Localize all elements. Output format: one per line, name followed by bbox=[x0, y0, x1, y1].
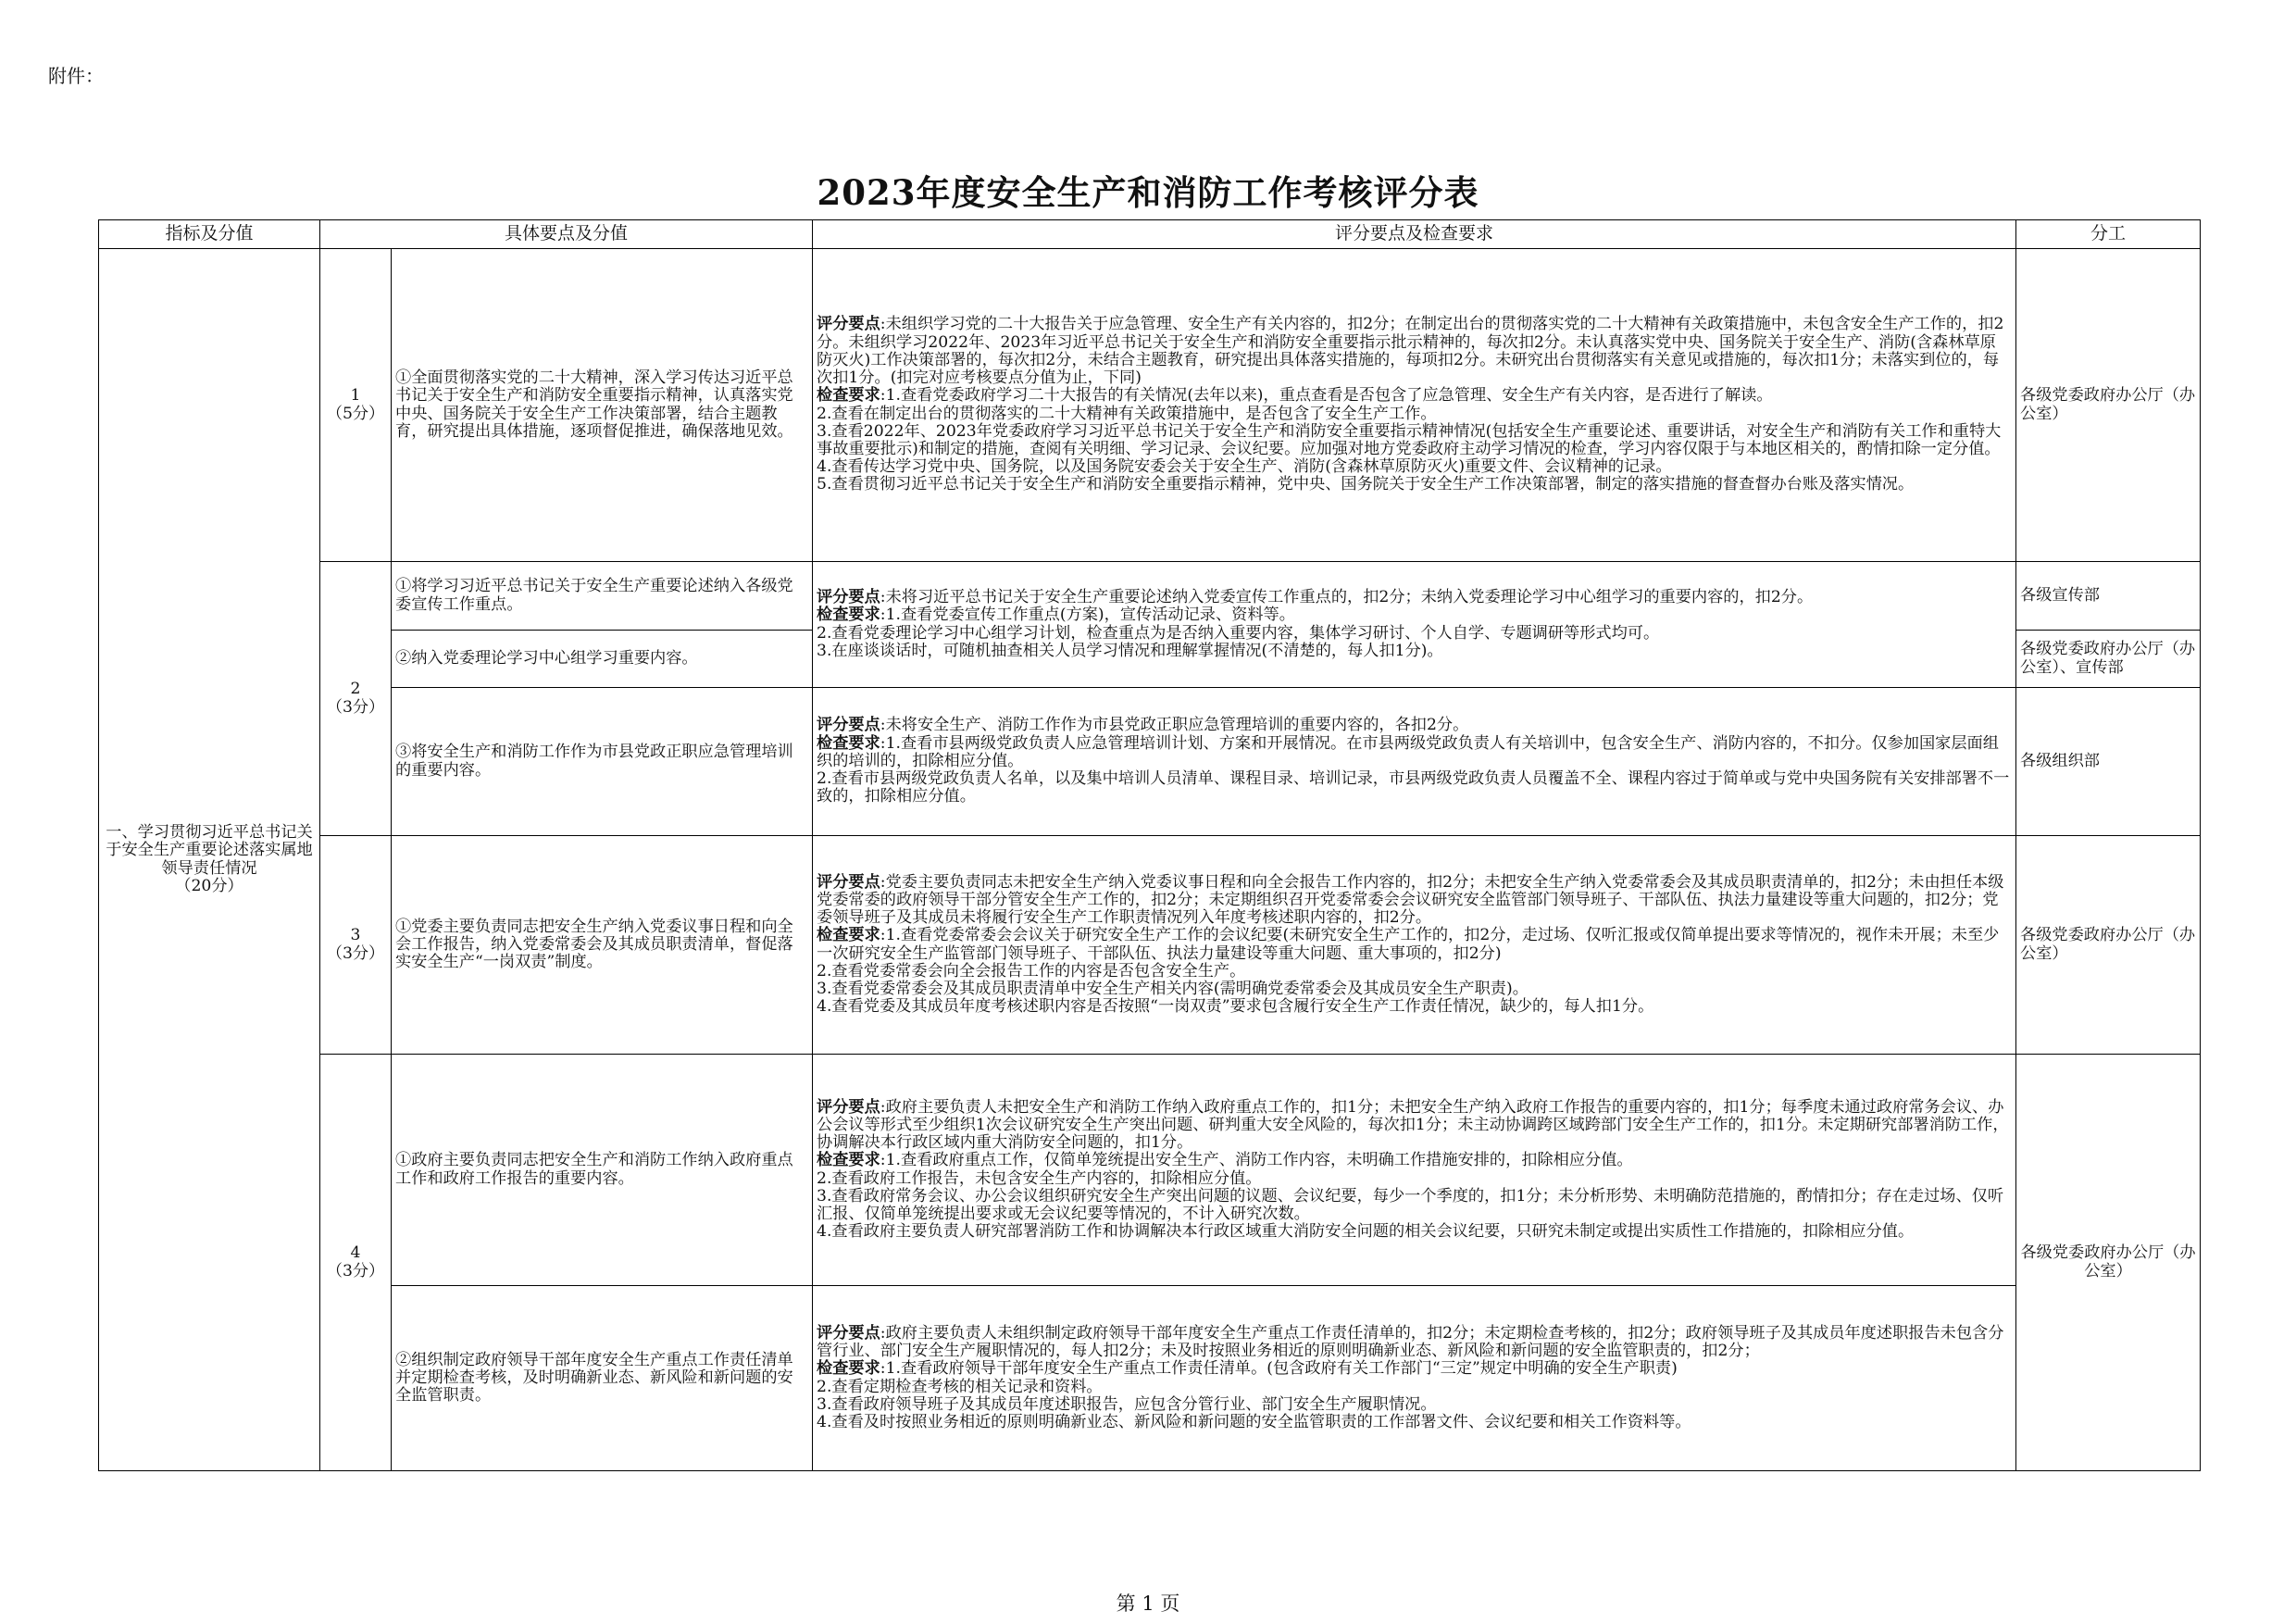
checking-label: 检查要求 bbox=[817, 926, 880, 945]
requirement-cell bbox=[813, 1286, 2016, 1471]
scoring-text: :未组织学习党的二十大报告关于应急管理、安全生产有关内容的，扣2分；在制定出台的贯彻落实党的二十大精神有关政策措施中，未包含安全生产工作的，扣2分。未组织学习2022年、2023年习近平总书记关于安全生产和消防安全重要指示批示精神的，每次扣2分。未认真落实党中央、国务院关于安全生产、消防(含森林草原防灭火)工作决策部署的，每次扣2分，未结合主题教育，研究提出具体落实措施的，每项扣2分。未研究出台贯彻落实有关意见或措施的，每次扣1分；未落实到位的，每次扣1分。(扣完对应考核要点分值为止，下同) bbox=[817, 315, 2004, 388]
scoring-label: 评分要点 bbox=[817, 716, 880, 735]
requirement-cell bbox=[813, 836, 2016, 1055]
indicator-cell bbox=[99, 249, 320, 1471]
row-number-cell bbox=[320, 562, 392, 836]
checking-text: :1.查看党委宣传工作重点(方案)，宣传活动记录、资料等。 bbox=[880, 606, 1295, 625]
table-row bbox=[99, 249, 2201, 562]
table-row bbox=[99, 1055, 2201, 1286]
division-cell: 各级党委政府办公厅（办公室） bbox=[2016, 1055, 2201, 1471]
row-number: 3 bbox=[350, 926, 361, 945]
row-number-cell bbox=[320, 1055, 392, 1471]
point-cell: ③将安全生产和消防工作作为市县党政正职应急管理培训的重要内容。 bbox=[392, 688, 813, 836]
header-division: 分工 bbox=[2016, 220, 2201, 249]
row-number: 4 bbox=[350, 1243, 361, 1263]
scoring-label: 评分要点 bbox=[817, 1323, 880, 1343]
row-number-cell bbox=[320, 836, 392, 1055]
checking-text: :1.查看党委常委会会议关于研究安全生产工作的会议纪要(未研究安全生产工作的，扣2分，走过场、仅听汇报或仅简单提出要求等情况的，视作未开展；未至少一次研究安全生产监管部门领导班子、干部队伍、执法力量建设等重大问题、重大事项的，扣2分) bbox=[817, 926, 2000, 963]
checking-item: 3.在座谈谈话时，可随机抽查相关人员学习情况和理解掌握情况(不清楚的，每人扣1分)。 bbox=[817, 641, 1443, 660]
checking-item: 2.查看党委理论学习中心组学习计划，检查重点为是否纳入重要内容，集体学习研讨、个人自学、专题调研等形式均可。 bbox=[817, 623, 1660, 643]
page-number: 第 1 页 bbox=[1116, 1593, 1180, 1615]
checking-text: :1.查看政府重点工作，仅简单笼统提出安全生产、消防工作内容，未明确工作措施安排的，扣除相应分值。 bbox=[880, 1151, 1633, 1170]
point-cell: ①政府主要负责同志把安全生产和消防工作纳入政府重点工作和政府工作报告的重要内容。 bbox=[392, 1055, 813, 1286]
scoring-label: 评分要点 bbox=[817, 588, 880, 607]
checking-item: 4.查看政府主要负责人研究部署消防工作和协调解决本行政区域重大消防安全问题的相关会议纪要，只研究未制定或提出实质性工作措施的，扣除相应分值。 bbox=[817, 1222, 1915, 1242]
point-cell: ①党委主要负责同志把安全生产纳入党委议事日程和向全会工作报告，纳入党委常委会及其成员职责清单，督促落实安全生产“一岗双责”制度。 bbox=[392, 836, 813, 1055]
table-row bbox=[99, 1286, 2201, 1471]
scoring-text: :政府主要负责人未组织制定政府领导干部年度安全生产重点工作责任清单的，扣2分；未定期检查考核的，扣2分；政府领导班子及其成员年度述职报告未包含分管行业、部门安全生产履职情况的，每人扣2分；未及时按照业务相近的原则明确新业态、新风险和新问题的安全监管职责的，扣2分； bbox=[817, 1323, 2004, 1361]
table-row bbox=[99, 688, 2201, 836]
checking-item: 5.查看贯彻习近平总书记关于安全生产和消防安全重要指示精神，党中央、国务院关于安全生产工作决策部署，制定的落实措施的督查督办台账及落实情况。 bbox=[817, 475, 1915, 494]
scoring-text: :未将习近平总书记关于安全生产重要论述纳入党委宣传工作重点的，扣2分；未纳入党委理论学习中心组学习的重要内容的，扣2分。 bbox=[880, 588, 1814, 607]
row-number-cell bbox=[320, 249, 392, 562]
checking-item: 2.查看党委常委会向全会报告工作的内容是否包含安全生产。 bbox=[817, 961, 1246, 981]
page-title: 2023年度安全生产和消防工作考核评分表 bbox=[817, 172, 1479, 213]
table-header-row bbox=[99, 220, 2201, 249]
scoring-label: 评分要点 bbox=[817, 315, 880, 334]
requirement-cell bbox=[813, 688, 2016, 836]
row-score: （5分） bbox=[326, 404, 385, 423]
checking-item: 3.查看2022年、2023年党委政府学习习近平总书记关于安全生产和消防安全重要指示精神情况(包括安全生产重要论述、重要讲话，对安全生产和消防有关工作和重特大事故重要批示)和制定的措施，查阅有关明细、学习记录、会议纪要。应加强对地方党委政府主动学习情况的检查，学习内容仅限于与本地区相关的，酌情扣除一定分值。 bbox=[817, 421, 2002, 458]
checking-label: 检查要求 bbox=[817, 606, 880, 625]
checking-item: 2.查看定期检查考核的相关记录和资料。 bbox=[817, 1377, 1103, 1396]
header-requirements: 评分要点及检查要求 bbox=[813, 220, 2016, 249]
checking-label: 检查要求 bbox=[817, 386, 880, 406]
checking-item: 2.查看市县两级党政负责人名单，以及集中培训人员清单、课程目录、培训记录，市县两级党政负责人员覆盖不全、课程内容过于简单或与党中央国务院有关安排部署不一致的，扣除相应分值。 bbox=[817, 769, 2010, 806]
row-score: （3分） bbox=[326, 697, 385, 717]
row-score: （3分） bbox=[326, 1261, 385, 1280]
table-row bbox=[99, 562, 2201, 631]
row-number: 1 bbox=[350, 386, 361, 406]
indicator-text: 一、学习贯彻习近平总书记关于安全生产重要论述落实属地领导责任情况 bbox=[106, 823, 313, 878]
checking-item: 4.查看党委及其成员年度考核述职内容是否按照“一岗双责”要求包含履行安全生产工作责任情况，缺少的，每人扣1分。 bbox=[817, 997, 1654, 1017]
table-row bbox=[99, 836, 2201, 1055]
checking-item: 4.查看传达学习党中央、国务院，以及国务院安委会关于安全生产、消防(含森林草原防灭火)重要文件、会议精神的记录。 bbox=[817, 457, 1672, 477]
division-cell: 各级党委政府办公厅（办公室） bbox=[2016, 836, 2201, 1055]
checking-item: 4.查看及时按照业务相近的原则明确新业态、新风险和新问题的安全监管职责的工作部署文件、会议纪要和相关工作资料等。 bbox=[817, 1412, 1691, 1431]
division-cell: 各级党委政府办公厅（办公室）、宣传部 bbox=[2016, 631, 2201, 688]
checking-item: 3.查看党委常委会及其成员职责清单中安全生产相关内容(需明确党委常委会及其成员安全生产职责)。 bbox=[817, 979, 1529, 998]
scoring-text: :党委主要负责同志未把安全生产纳入党委议事日程和向全会报告工作内容的，扣2分；未把安全生产纳入党委常委会及其成员职责清单的，扣2分；未由担任本级党委常委的政府领导干部分管安全生产工作的，扣2分；未定期组织召开党委常委会会议研究安全监管部门领导班子、干部队伍、执法力量建设等重大问题的，扣2分；党委领导班子及其成员未将履行安全生产工作职责情况列入年度考核述职内容的，扣2分。 bbox=[817, 872, 2004, 928]
requirement-cell bbox=[813, 562, 2016, 688]
point-cell: ①全面贯彻落实党的二十大精神，深入学习传达习近平总书记关于安全生产和消防安全重要指示精神，认真落实党中央、国务院关于安全生产工作决策部署，结合主题教育，研究提出具体措施，逐项督促推进，确保落地见效。 bbox=[392, 249, 813, 562]
checking-label: 检查要求 bbox=[817, 1359, 880, 1379]
scoring-text: :政府主要负责人未把安全生产和消防工作纳入政府重点工作的，扣1分；未把安全生产纳入政府工作报告的重要内容的，扣1分；每季度未通过政府常务会议、办公会议等形式至少组织1次会议研究安全生产突出问题、研判重大安全风险的，每次扣1分；未主动协调跨区域跨部门安全生产工作的，扣1分。未定期研究部署消防工作，协调解决本行政区域内重大消防安全问题的，扣1分。 bbox=[817, 1097, 2009, 1153]
header-indicator: 指标及分值 bbox=[99, 220, 320, 249]
scoring-text: :未将安全生产、消防工作作为市县党政正职应急管理培训的重要内容的，各扣2分。 bbox=[880, 716, 1469, 735]
checking-text: :1.查看政府领导干部年度安全生产重点工作责任清单。(包含政府有关工作部门“三定”规定中明确的安全生产职责) bbox=[880, 1359, 1678, 1379]
checking-text: :1.查看市县两级党政负责人应急管理培训计划、方案和开展情况。在市县两级党政负责人有关培训中，包含安全生产、消防内容的，不扣分。仅参加国家层面组织的培训的，扣除相应分值。 bbox=[817, 733, 1999, 770]
checking-item: 3.查看政府领导班子及其成员年度述职报告，应包含分管行业、部门安全生产履职情况。 bbox=[817, 1394, 1437, 1414]
checking-label: 检查要求 bbox=[817, 1151, 880, 1170]
scoring-table bbox=[98, 219, 2201, 1471]
header-points: 具体要点及分值 bbox=[320, 220, 813, 249]
checking-text: :1.查看党委政府学习二十大报告的有关情况(去年以来)，重点查看是否包含了应急管理、安全生产有关内容，是否进行了解读。 bbox=[880, 386, 1773, 406]
point-cell: ②纳入党委理论学习中心组学习重要内容。 bbox=[392, 631, 813, 688]
requirement-cell bbox=[813, 1055, 2016, 1286]
point-cell: ②组织制定政府领导干部年度安全生产重点工作责任清单并定期检查考核，及时明确新业态、新风险和新问题的安全监管职责。 bbox=[392, 1286, 813, 1471]
division-cell: 各级宣传部 bbox=[2016, 562, 2201, 631]
checking-item: 3.查看政府常务会议、办公会议组织研究安全生产突出问题的议题、会议纪要，每少一个季度的，扣1分；未分析形势、未明确防范措施的，酌情扣分；存在走过场、仅听汇报、仅简单笼统提出要求或无会议纪要等情况的，不计入研究次数。 bbox=[817, 1186, 2004, 1223]
checking-item: 2.查看在制定出台的贯彻落实的二十大精神有关政策措施中，是否包含了安全生产工作。 bbox=[817, 404, 1437, 423]
checking-item: 2.查看政府工作报告，未包含安全生产内容的，扣除相应分值。 bbox=[817, 1168, 1262, 1188]
requirement-cell bbox=[813, 249, 2016, 562]
scoring-label: 评分要点 bbox=[817, 872, 880, 892]
division-cell: 各级组织部 bbox=[2016, 688, 2201, 836]
row-score: （3分） bbox=[326, 943, 385, 963]
checking-label: 检查要求 bbox=[817, 733, 880, 753]
division-cell: 各级党委政府办公厅（办公室） bbox=[2016, 249, 2201, 562]
row-number: 2 bbox=[350, 680, 361, 699]
indicator-score: （20分） bbox=[175, 876, 243, 895]
point-cell: ①将学习习近平总书记关于安全生产重要论述纳入各级党委宣传工作重点。 bbox=[392, 562, 813, 631]
scoring-label: 评分要点 bbox=[817, 1097, 880, 1117]
attachment-label: 附件： bbox=[48, 65, 104, 87]
